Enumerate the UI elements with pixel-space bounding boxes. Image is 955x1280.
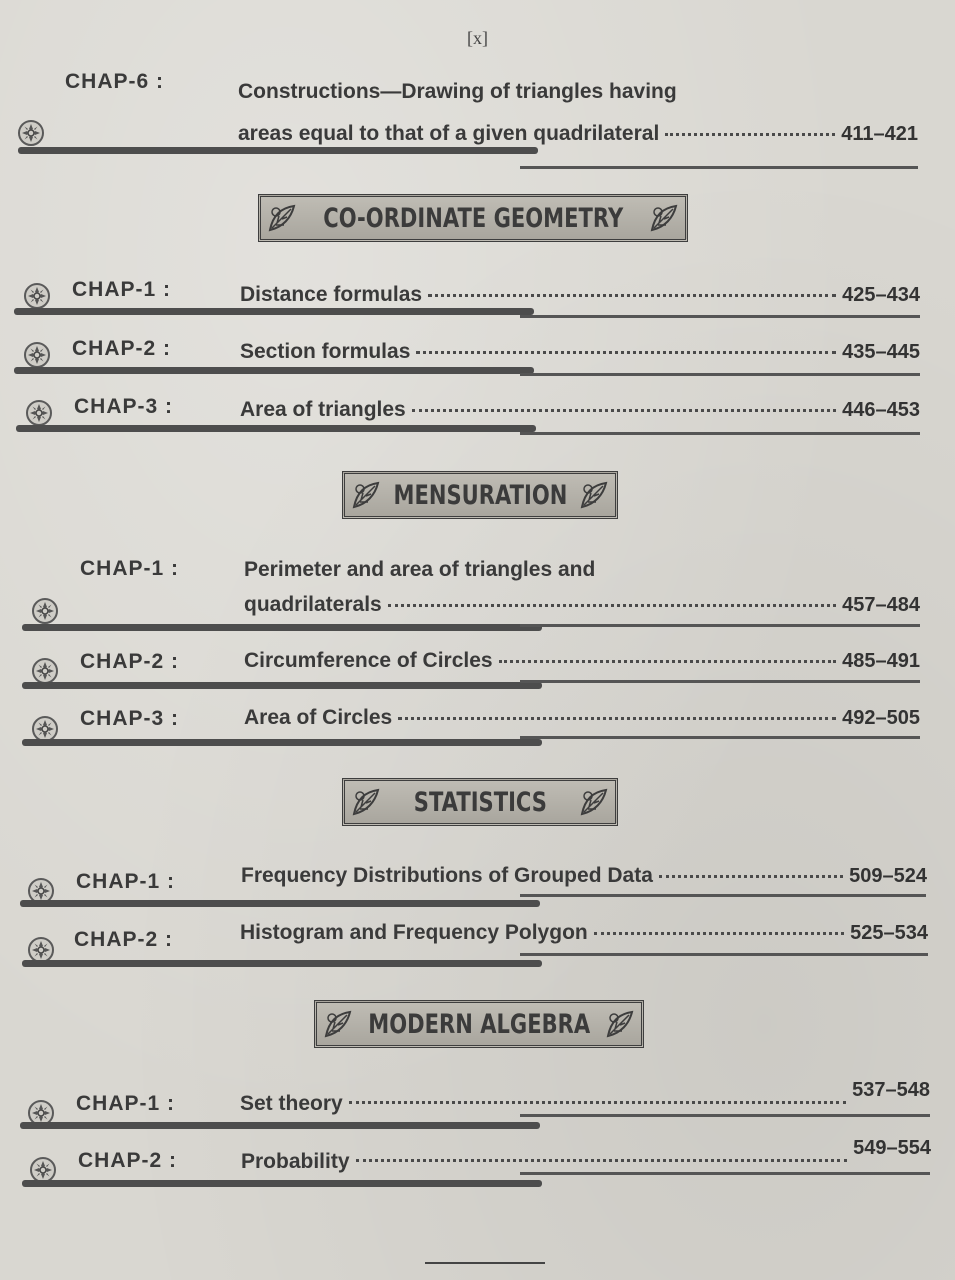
chapter-label: CHAP-3 : [74, 395, 174, 418]
divider-rule [22, 1180, 542, 1187]
chapter-label: CHAP-1 : [72, 278, 172, 301]
chapter-title: Distance formulas [240, 283, 423, 306]
page-range: 435–445 [842, 341, 920, 363]
page-range: 457–484 [842, 594, 920, 616]
leader-dots [665, 133, 835, 136]
chapter-title: Area of triangles [240, 398, 406, 421]
chapter-title: Frequency Distributions of Grouped Data [241, 864, 653, 887]
divider-rule-thin [520, 736, 920, 739]
page-range: 411–421 [841, 123, 918, 145]
chapter-label: CHAP-1 : [76, 1092, 176, 1115]
leader-dots [398, 717, 836, 720]
section-title: MODERN ALGEBRA [368, 1008, 590, 1040]
divider-rule [20, 1122, 540, 1129]
page-range: 425–434 [842, 284, 920, 306]
leaf-ornament-icon [605, 1009, 635, 1039]
divider-rule [20, 900, 540, 907]
leaf-ornament-icon [351, 480, 381, 510]
footer-rule [425, 1262, 545, 1264]
chapter-title-line [240, 1078, 930, 1115]
leader-dots [356, 1159, 848, 1162]
chapter-title: Perimeter and area of triangles and [244, 558, 596, 581]
section-title: STATISTICS [413, 786, 547, 818]
divider-rule-thin [520, 432, 920, 435]
chapter-label: CHAP-2 : [72, 337, 172, 360]
leaf-ornament-icon [351, 787, 381, 817]
leaf-ornament-icon [579, 480, 609, 510]
section-banner-modern-algebra [314, 1000, 644, 1048]
divider-rule-thin [520, 1114, 930, 1117]
leader-dots [412, 409, 836, 412]
chapter-label: CHAP-3 : [80, 707, 180, 730]
floral-ornament-icon [26, 400, 52, 426]
chapter-label: CHAP-2 : [80, 650, 180, 673]
page-range: 525–534 [850, 922, 928, 944]
chapter-label: CHAP-6 : [65, 70, 165, 93]
leader-dots [428, 294, 836, 297]
chapter-title-line [240, 921, 928, 945]
floral-ornament-icon [32, 658, 58, 684]
section-title: MENSURATION [393, 479, 567, 511]
chapter-title-line [241, 1136, 931, 1173]
divider-rule-thin [520, 624, 920, 627]
chapter-title-line [240, 283, 920, 307]
section-banner-mensuration [342, 471, 618, 519]
leader-dots [349, 1101, 846, 1104]
divider-rule [22, 739, 542, 746]
divider-rule-thin [520, 166, 918, 169]
leader-dots [659, 875, 843, 878]
divider-rule [22, 960, 542, 967]
chapter-title-line [241, 864, 927, 888]
divider-rule [22, 682, 542, 689]
divider-rule-thin [520, 315, 920, 318]
chapter-label: CHAP-2 : [78, 1149, 178, 1172]
chapter-title: Section formulas [240, 340, 411, 363]
section-title: CO-ORDINATE GEOMETRY [323, 202, 623, 234]
floral-ornament-icon [32, 598, 58, 624]
leader-dots [499, 660, 837, 663]
chapter-title-line [244, 649, 920, 673]
section-banner-coordinate-geometry [258, 194, 688, 242]
floral-ornament-icon [24, 342, 50, 368]
chapter-title-line [244, 706, 920, 730]
page-range: 492–505 [842, 707, 920, 729]
section-banner-statistics [342, 778, 618, 826]
leaf-ornament-icon [649, 203, 679, 233]
page-range: 485–491 [842, 650, 920, 672]
floral-ornament-icon [18, 120, 44, 146]
chapter-title-line [240, 398, 920, 422]
chapter-title: Histogram and Frequency Polygon [240, 921, 588, 944]
page-range: 549–554 [853, 1137, 931, 1159]
chapter-label: CHAP-1 : [76, 870, 176, 893]
chapter-title: Constructions—Drawing of triangles having [238, 80, 677, 103]
divider-rule-thin [520, 373, 920, 376]
chapter-title: Set theory [240, 1092, 343, 1115]
divider-rule [16, 425, 536, 432]
divider-rule [14, 308, 534, 315]
chapter-title: Circumference of Circles [244, 649, 493, 672]
chapter-title: Area of Circles [244, 706, 393, 729]
divider-rule-thin [520, 680, 920, 683]
page-number: [x] [467, 28, 488, 48]
page-range: 537–548 [852, 1079, 930, 1101]
divider-rule-thin [520, 894, 926, 897]
divider-rule [18, 147, 538, 154]
leader-dots [416, 351, 836, 354]
leaf-ornament-icon [579, 787, 609, 817]
page-range: 509–524 [849, 865, 927, 887]
chapter-title-line [240, 340, 920, 364]
chapter-title: Probability [241, 1150, 350, 1173]
chapter-title-continued: quadrilaterals [244, 593, 382, 616]
chapter-label: CHAP-1 : [80, 557, 180, 580]
divider-rule [22, 624, 542, 631]
divider-rule-thin [520, 953, 928, 956]
leaf-ornament-icon [267, 203, 297, 233]
chapter-title-line [244, 593, 920, 617]
page-range: 446–453 [842, 399, 920, 421]
leader-dots [594, 932, 844, 935]
leaf-ornament-icon [323, 1009, 353, 1039]
chapter-title-line [238, 122, 918, 146]
chapter-label: CHAP-2 : [74, 928, 174, 951]
chapter-title-continued: areas equal to that of a given quadrilateral [238, 122, 660, 145]
divider-rule-thin [520, 1172, 930, 1175]
floral-ornament-icon [24, 283, 50, 309]
leader-dots [388, 604, 836, 607]
divider-rule [14, 367, 534, 374]
